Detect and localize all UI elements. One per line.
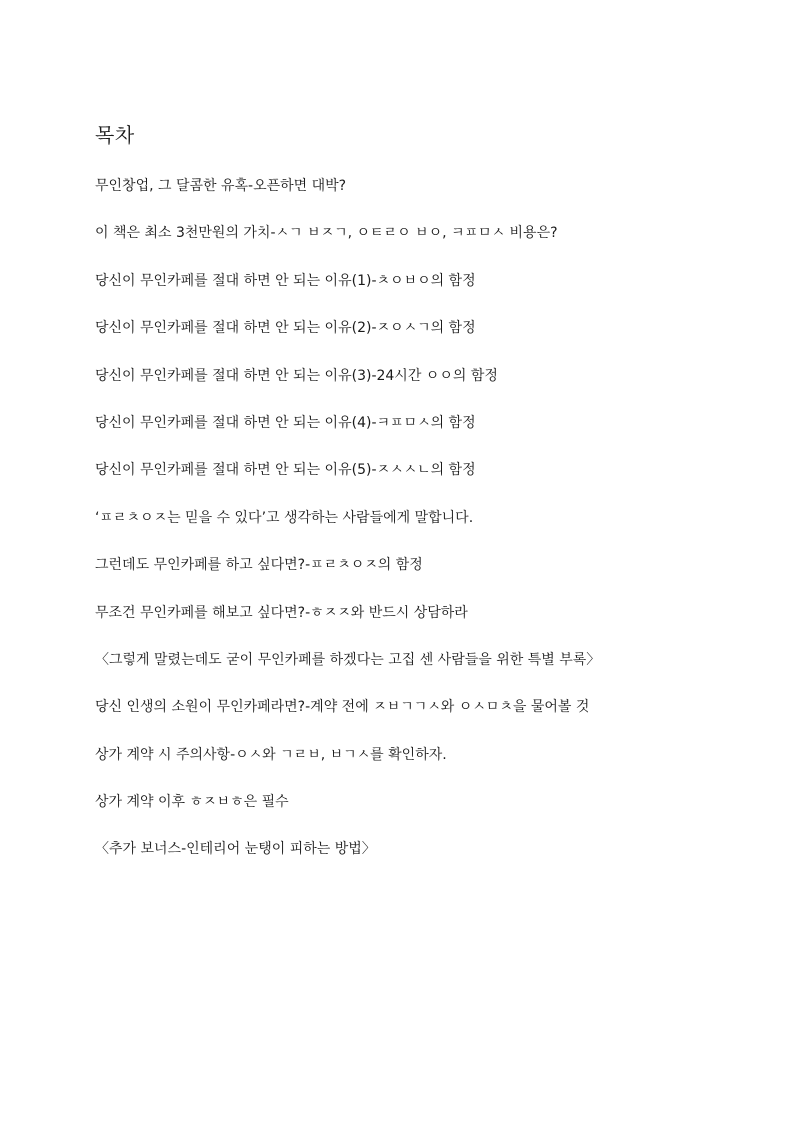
toc-entry-11: 〈그렇게 말렸는데도 굳이 무인카페를 하겠다는 고집 센 사람들을 위한 특별 부록〉 <box>95 651 601 668</box>
toc-entry-7: 당신이 무인카페를 절대 하면 안 되는 이유(5)-ㅈㅅㅅㄴ의 함정 <box>95 462 476 479</box>
toc-entry-15: 〈추가 보너스-인테리어 눈탱이 피하는 방법〉 <box>95 841 376 858</box>
toc-entry-8: ‘ㅍㄹㅊㅇㅈ는 믿을 수 있다’고 생각하는 사람들에게 말합니다. <box>95 509 474 526</box>
toc-entry-6: 당신이 무인카페를 절대 하면 안 되는 이유(4)-ㅋㅍㅁㅅ의 함정 <box>95 414 476 431</box>
toc-entry-14: 상가 계약 이후 ㅎㅈㅂㅎ은 필수 <box>95 794 289 811</box>
toc-entry-5: 당신이 무인카페를 절대 하면 안 되는 이유(3)-24시간 ㅇㅇ의 함정 <box>95 367 498 384</box>
toc-entry-4: 당신이 무인카페를 절대 하면 안 되는 이유(2)-ㅈㅇㅅㄱ의 함정 <box>95 320 476 337</box>
toc-entry-1: 무인창업, 그 달콤한 유혹-오픈하면 대박? <box>95 178 347 194</box>
table-of-contents <box>95 176 755 887</box>
toc-entry-3: 당신이 무인카페를 절대 하면 안 되는 이유(1)-ㅊㅇㅂㅇ의 함정 <box>95 272 476 289</box>
toc-entry-2: 이 책은 최소 3천만원의 가치-ㅅㄱ ㅂㅈㄱ, ㅇㅌㄹㅇ ㅂㅇ, ㅋㅍㅁㅅ 비용은? <box>95 225 558 242</box>
toc-entry-12: 당신 인생의 소원이 무인카페라면?-계약 전에 ㅈㅂㄱㄱㅅ와 ㅇㅅㅁㅊ을 물어볼 것 <box>95 699 590 716</box>
page-title: 목차 <box>95 123 135 147</box>
toc-entry-13: 상가 계약 시 주의사항-ㅇㅅ와 ㄱㄹㅂ, ㅂㄱㅅ를 확인하자. <box>95 746 447 763</box>
toc-entry-9: 그런데도 무인카페를 하고 싶다면?-ㅍㄹㅊㅇㅈ의 함정 <box>95 557 423 574</box>
toc-entry-10: 무조건 무인카페를 해보고 싶다면?-ㅎㅈㅈ와 반드시 상담하라 <box>95 604 468 621</box>
